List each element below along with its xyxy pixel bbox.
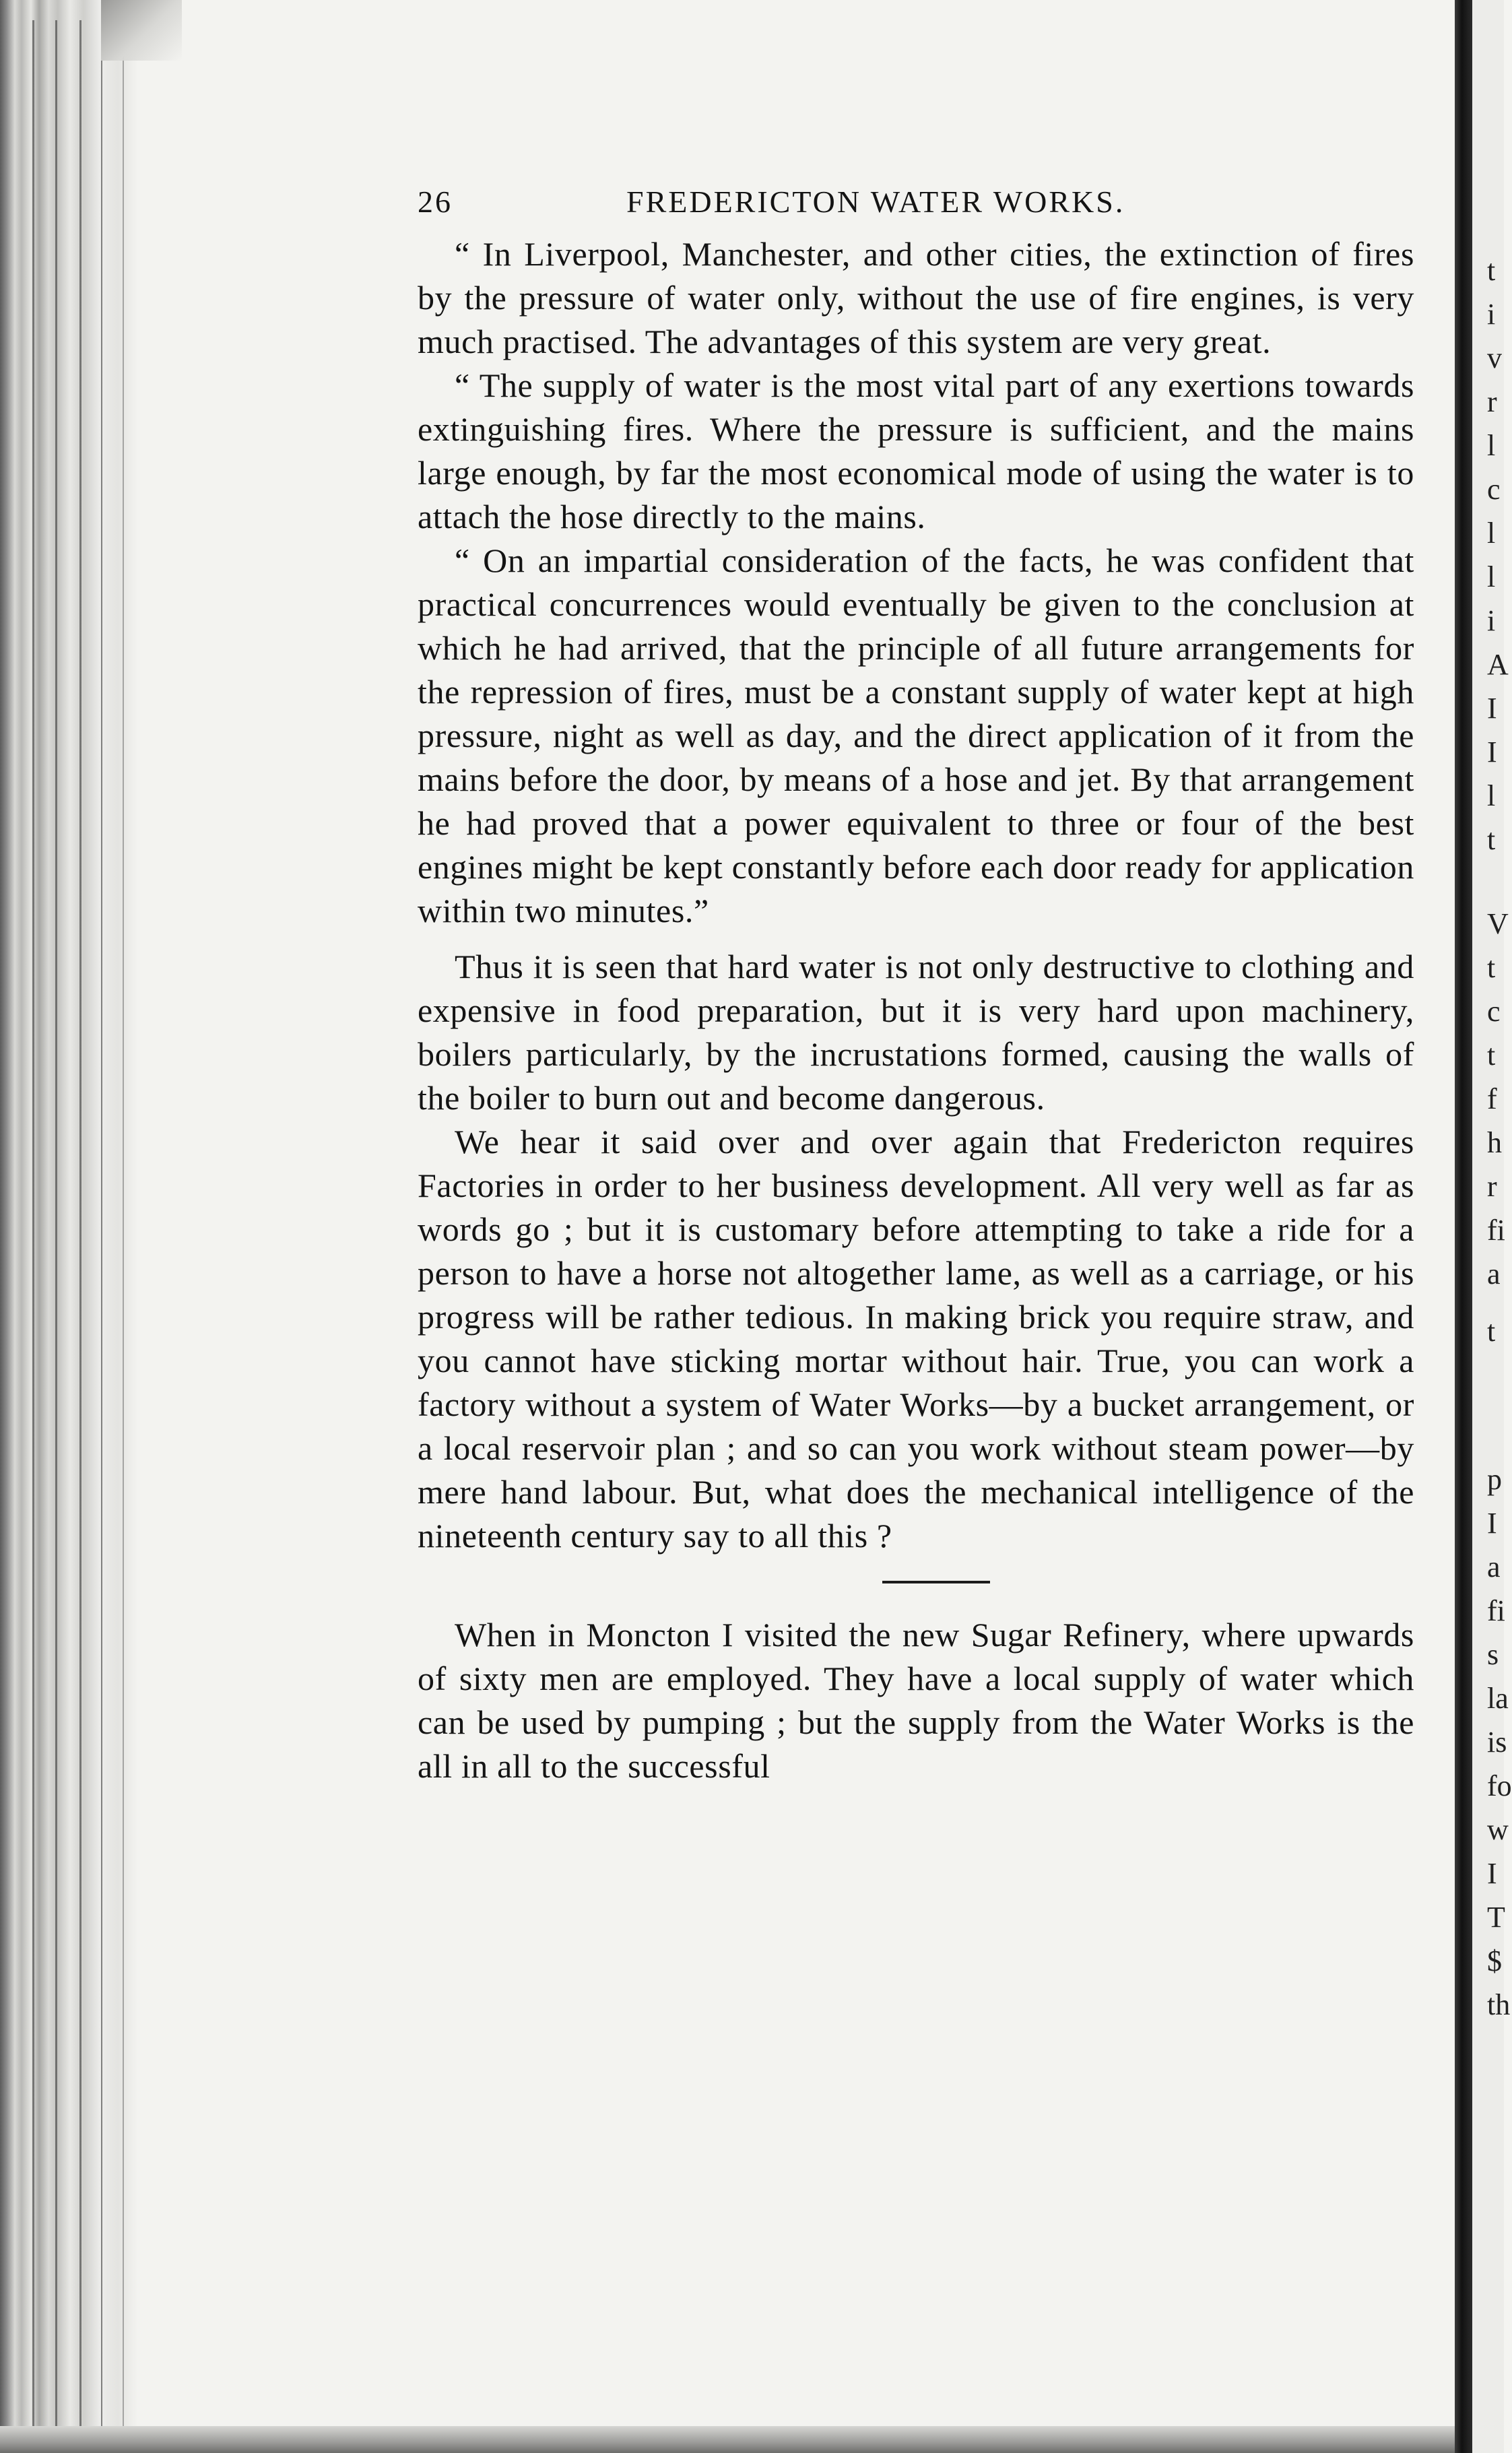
facing-letter: la bbox=[1487, 1682, 1509, 1715]
section-divider bbox=[882, 1581, 990, 1583]
facing-letter: V bbox=[1487, 907, 1509, 940]
paragraph-moncton-refinery: When in Moncton I visited the new Sugar Refinery, where upwards of sixty men are employed. They have a local supply of water which can be used by pumping ; but the supply from the Water Works is the all in all to the successful bbox=[418, 1616, 1414, 1785]
facing-letter: f bbox=[1487, 1082, 1497, 1115]
facing-letter: I bbox=[1487, 692, 1497, 725]
facing-letter: l bbox=[1487, 517, 1496, 550]
facing-letter: w bbox=[1487, 1813, 1509, 1846]
bottom-edge bbox=[0, 2426, 1504, 2453]
facing-letter: t bbox=[1487, 823, 1496, 856]
quote-paragraph-consideration: “ On an impartial consideration of the facts, he was confident that practical concurrences would eventually be given to the conclusion at which he had arrived, that the principle of all future arrangements for the repression of fires, must be a constant supply of water kept at high pressure, night as well as day, and the direct application of it from the mains before the door, by means of a hose and jet. By that arrangement he had proved that a power equivalent to three or four of the best engines might be kept constantly before each door ready for application within two minutes.” bbox=[418, 542, 1414, 929]
facing-page-edge bbox=[1472, 0, 1512, 2453]
facing-letter: T bbox=[1487, 1901, 1505, 1934]
facing-letter: a bbox=[1487, 1550, 1501, 1583]
facing-letter: i bbox=[1487, 604, 1496, 637]
folded-corner bbox=[101, 0, 182, 61]
facing-letter: s bbox=[1487, 1638, 1499, 1671]
facing-letter: t bbox=[1487, 951, 1496, 984]
facing-letter: I bbox=[1487, 1857, 1497, 1890]
facing-letter: fi bbox=[1487, 1214, 1505, 1247]
running-head bbox=[418, 178, 1414, 232]
facing-letter: r bbox=[1487, 385, 1497, 418]
facing-letter: c bbox=[1487, 473, 1501, 506]
book-gutter bbox=[1455, 0, 1472, 2453]
facing-letter: r bbox=[1487, 1170, 1497, 1203]
facing-letter: a bbox=[1487, 1257, 1501, 1290]
facing-letter: $ bbox=[1487, 1944, 1502, 1977]
facing-letter: l bbox=[1487, 779, 1496, 812]
facing-letter: I bbox=[1487, 735, 1497, 768]
facing-letter: v bbox=[1487, 341, 1502, 374]
facing-letter: fi bbox=[1487, 1594, 1505, 1627]
facing-letter: I bbox=[1487, 1507, 1497, 1540]
facing-letter: h bbox=[1487, 1126, 1502, 1159]
page-edge-line bbox=[101, 20, 102, 2426]
page-number: 26 bbox=[418, 185, 453, 219]
facing-letter: p bbox=[1487, 1463, 1502, 1496]
page-edge-line bbox=[32, 20, 34, 2426]
facing-letter: A bbox=[1487, 648, 1509, 681]
facing-letter: l bbox=[1487, 560, 1496, 593]
quote-paragraph-water-supply: “ The supply of water is the most vital part of any exertions towards extinguishing fires. Where the pressure is sufficient, and the mains large enough, by far the most economical mode of using the water is to attach the hose directly to the mains. bbox=[418, 366, 1414, 535]
page-stack-edge bbox=[0, 0, 138, 2453]
running-title: FREDERICTON WATER WORKS. bbox=[626, 185, 1125, 219]
page-edge-line bbox=[123, 20, 124, 2426]
paragraph-factories: We hear it said over and over again that Fredericton requires Factories in order to her business development. All very well as far as words go ; but it is customary before attempting to take a ride for a person to have a horse not altogether lame, as well as a carriage, or his progress will be rather tedious. In making brick you require straw, and you cannot have sticking mortar without hair. True, you can work a factory without a system of Water Works—by a bucket arrangement, or a local reservoir plan ; and so can you work without steam power—by mere hand labour. But, what does the mechanical intelligence of the nineteenth century say to all this ? bbox=[418, 1123, 1414, 1555]
paragraph-hard-water: Thus it is seen that hard water is not only destructive to clothing and expensive in food preparation, but it is very hard upon machinery, boilers particularly, by the incrustations formed, causing the walls of the boiler to burn out and become dangerous. bbox=[418, 948, 1414, 1117]
facing-letter: th bbox=[1487, 1988, 1511, 2021]
facing-letter: t bbox=[1487, 1039, 1496, 1072]
facing-letter: t bbox=[1487, 1315, 1496, 1348]
page-edge-line bbox=[55, 20, 57, 2426]
facing-letter: i bbox=[1487, 298, 1496, 331]
quote-paragraph-liverpool: “ In Liverpool, Manchester, and other cities, the extinction of fires by the pressure of water only, without the use of fire engines, is very much practised. The advantages of this system are very great. bbox=[418, 235, 1414, 360]
facing-letter: is bbox=[1487, 1726, 1507, 1759]
facing-letter: l bbox=[1487, 429, 1496, 462]
facing-letter: fo bbox=[1487, 1769, 1512, 1802]
page-edge-line bbox=[79, 20, 81, 2426]
printed-page bbox=[418, 178, 1414, 1788]
facing-letter: c bbox=[1487, 995, 1501, 1028]
facing-letter: t bbox=[1487, 254, 1496, 287]
